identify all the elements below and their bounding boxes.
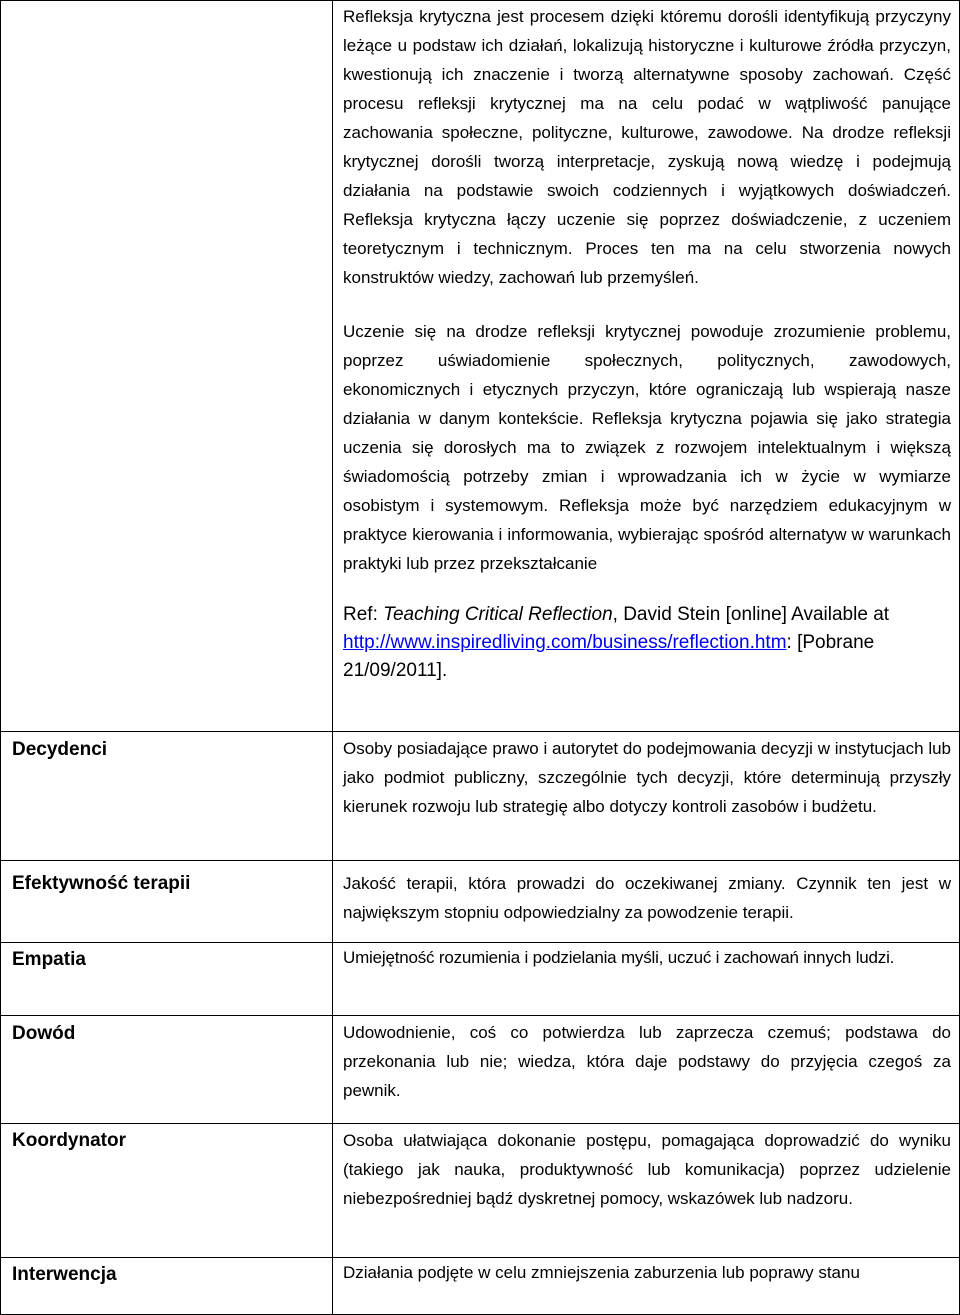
definition-cell (333, 1258, 960, 1315)
term-cell (1, 943, 333, 1016)
reference-date: : [Pobrane 21/09/2011]. (343, 632, 875, 681)
term-label: Decydenci (12, 739, 108, 760)
definition-paragraph: Uczenie się na drodze refleksji krytycznej powoduje zrozumienie problemu, poprzez uświadomienie społecznych, politycznych, zawodowych, ekonomicznych i etycznych przyczyn, które ograniczają lub wspierają nasze działania w danym kontekście. Refleksja krytyczna pojawia się jako strategia uczenia się dorosłych ma to związek z rozwojem intelektualnym i większą świadomością potrzeby zmian i wprowadzania ich w życie w wymiarze osobistym i systemowym. Refleksja może być narzędziem edukacyjnym w praktyce kierowania i informowania, wybierając spośród alternatyw w warunkach praktyki lub przez przekształcanie (343, 322, 951, 573)
term-label: Empatia (12, 949, 86, 970)
definition-text: Osoby posiadające prawo i autorytet do podejmowania decyzji w instytucjach lub jako podmiot publiczny, szczególnie tych decyzji, które determinują przyszły kierunek rozwoju lub strategię albo dotyczy kontroli zasobów i budżetu. (343, 739, 951, 816)
term-cell (1, 861, 333, 943)
definition-cell (333, 1, 960, 732)
reference-title: Teaching Critical Reflection (383, 604, 613, 625)
reference (343, 601, 951, 685)
term-cell (1, 1258, 333, 1315)
term-cell (1, 1016, 333, 1124)
term-cell (1, 1124, 333, 1258)
table-row (1, 1258, 960, 1315)
definition-text: Udowodnienie, coś co potwierdza lub zaprzecza czemuś; podstawa do przekonania lub nie; wiedza, która daje podstawy do przyjęcia czegoś za pewnik. (343, 1023, 951, 1100)
term-label: Interwencja (12, 1264, 117, 1285)
definition-cell (333, 1124, 960, 1258)
term-cell (1, 732, 333, 861)
definition-cell (333, 732, 960, 861)
term-label: Efektywność terapii (12, 873, 191, 894)
definition-text: Działania podjęte w celu zmniejszenia zaburzenia lub poprawy stanu (343, 1263, 860, 1282)
definition-text: Osoba ułatwiająca dokonanie postępu, pomagająca doprowadzić do wyniku (takiego jak nauka, produktywność lub komunikacja) poprzez udzielenie niebezpośredniej bądź dyskretnej pomocy, wskazówek lub nadzoru. (343, 1131, 951, 1208)
definition-cell (333, 861, 960, 943)
table-row (1, 1124, 960, 1258)
term-label: Koordynator (12, 1130, 126, 1151)
table-row (1, 732, 960, 861)
table-row (1, 943, 960, 1016)
definition-text: Jakość terapii, która prowadzi do oczekiwanej zmiany. Czynnik ten jest w największym stopniu odpowiedzialny za powodzenie terapii. (343, 874, 951, 922)
definition-cell (333, 1016, 960, 1124)
definition-paragraph: Refleksja krytyczna jest procesem dzięki któremu dorośli identyfikują przyczyny leżące u podstaw ich działań, lokalizują historyczne i kulturowe źródła przyczyn, kwestionują ich znaczenie i tworzą alternatywne sposoby zachowań. Część procesu refleksji krytycznej ma na celu podać w wątpliwość panujące zachowania społeczne, polityczne, kulturowe, zawodowe. Na drodze refleksji krytycznej dorośli tworzą interpretacje, zyskują nową wiedzę i podejmują działania na podstawie swoich codziennych i wyjątkowych doświadczeń. Refleksja krytyczna łączy uczenie się poprzez doświadczenie, z uczeniem teoretycznym i technicznym. Proces ten ma na celu stworzenia nowych konstruktów wiedzy, zachowań lub przemyśleń. (343, 7, 951, 287)
term-label: Dowód (12, 1023, 76, 1044)
definition-text: Umiejętność rozumienia i podzielania myśli, uczuć i zachowań innych ludzi. (343, 948, 895, 967)
table-row (1, 1, 960, 732)
table-row (1, 1016, 960, 1124)
reference-author: , David Stein [online] Available at (612, 604, 890, 625)
term-cell (1, 1, 333, 732)
reference-prefix: Ref: (343, 604, 384, 625)
reference-link[interactable]: http://www.inspiredliving.com/business/reflection.htm (343, 632, 787, 653)
table-row (1, 861, 960, 943)
definition-cell (333, 943, 960, 1016)
